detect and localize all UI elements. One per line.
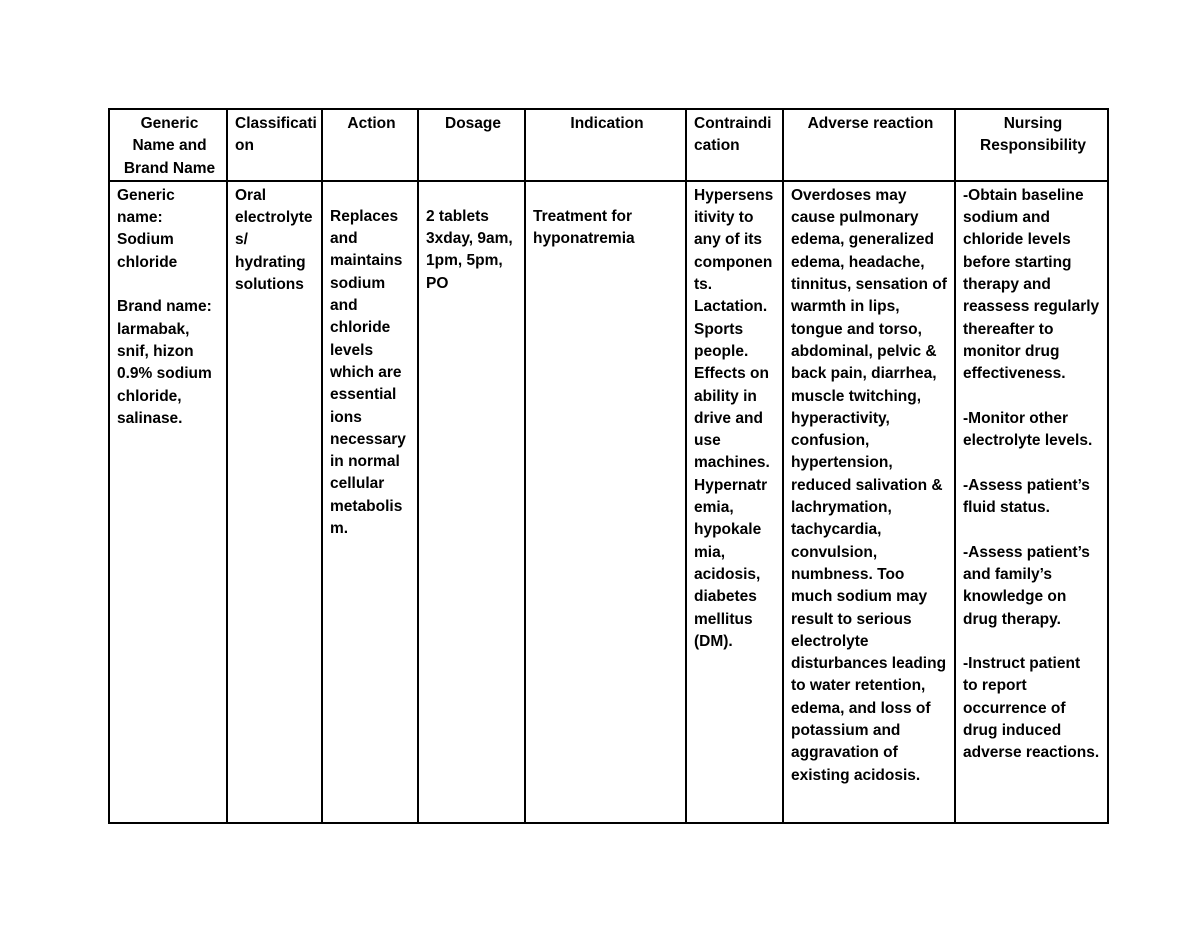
cell-adverse-reaction: Overdoses may cause pulmonary edema, generalized edema, headache, tinnitus, sensation of warmth in lips, tongue and torso, abdominal, pelvic & back pain, diarrhea, muscle twitching, hyperactivity, confusion, hypertension, reduced salivation & lachrymation, tachycardia, convulsion, numbness. Too much sodium may result to serious electrolyte disturbances leading to water retention, edema, and loss of potassium and aggravation of existing acidosis. bbox=[783, 181, 955, 823]
cell-nursing-responsibility: -Obtain baseline sodium and chloride levels before starting therapy and reassess regularly thereafter to monitor drug effectiveness. -Monitor other electrolyte levels. -Assess patient’s fluid status. -Assess patient’s and family’s knowledge on drug therapy. -Instruct patient to report occurrence of drug induced adverse reactions. bbox=[955, 181, 1108, 823]
cell-dosage: 2 tablets 3xday, 9am, 1pm, 5pm, PO bbox=[418, 181, 525, 823]
header-contraindication: Contraindi cation bbox=[686, 109, 783, 181]
header-row bbox=[109, 109, 1108, 181]
drug-study-table bbox=[108, 108, 1109, 824]
cell-contraindication: Hypersens itivity to any of its componen ts. Lactation. Sports people. Effects on ability in drive and use machines. Hypernatr emia, hypokale mia, acidosis, diabetes mellitus (DM). bbox=[686, 181, 783, 823]
cell-indication: Treatment for hyponatremia bbox=[525, 181, 686, 823]
header-nursing-responsibility: Nursing Responsibility bbox=[955, 109, 1108, 181]
cell-classification: Oral electrolyte s/ hydrating solutions bbox=[227, 181, 322, 823]
header-indication: Indication bbox=[525, 109, 686, 181]
cell-generic-brand-name: Generic name: Sodium chloride Brand name: larmabak, snif, hizon 0.9% sodium chloride, salinase. bbox=[109, 181, 227, 823]
table-row bbox=[109, 181, 1108, 823]
header-generic-brand-name: Generic Name and Brand Name bbox=[109, 109, 227, 181]
cell-action: Replaces and maintains sodium and chloride levels which are essential ions necessary in normal cellular metabolis m. bbox=[322, 181, 418, 823]
header-dosage: Dosage bbox=[418, 109, 525, 181]
header-classification: Classificati on bbox=[227, 109, 322, 181]
header-adverse-reaction: Adverse reaction bbox=[783, 109, 955, 181]
header-action: Action bbox=[322, 109, 418, 181]
